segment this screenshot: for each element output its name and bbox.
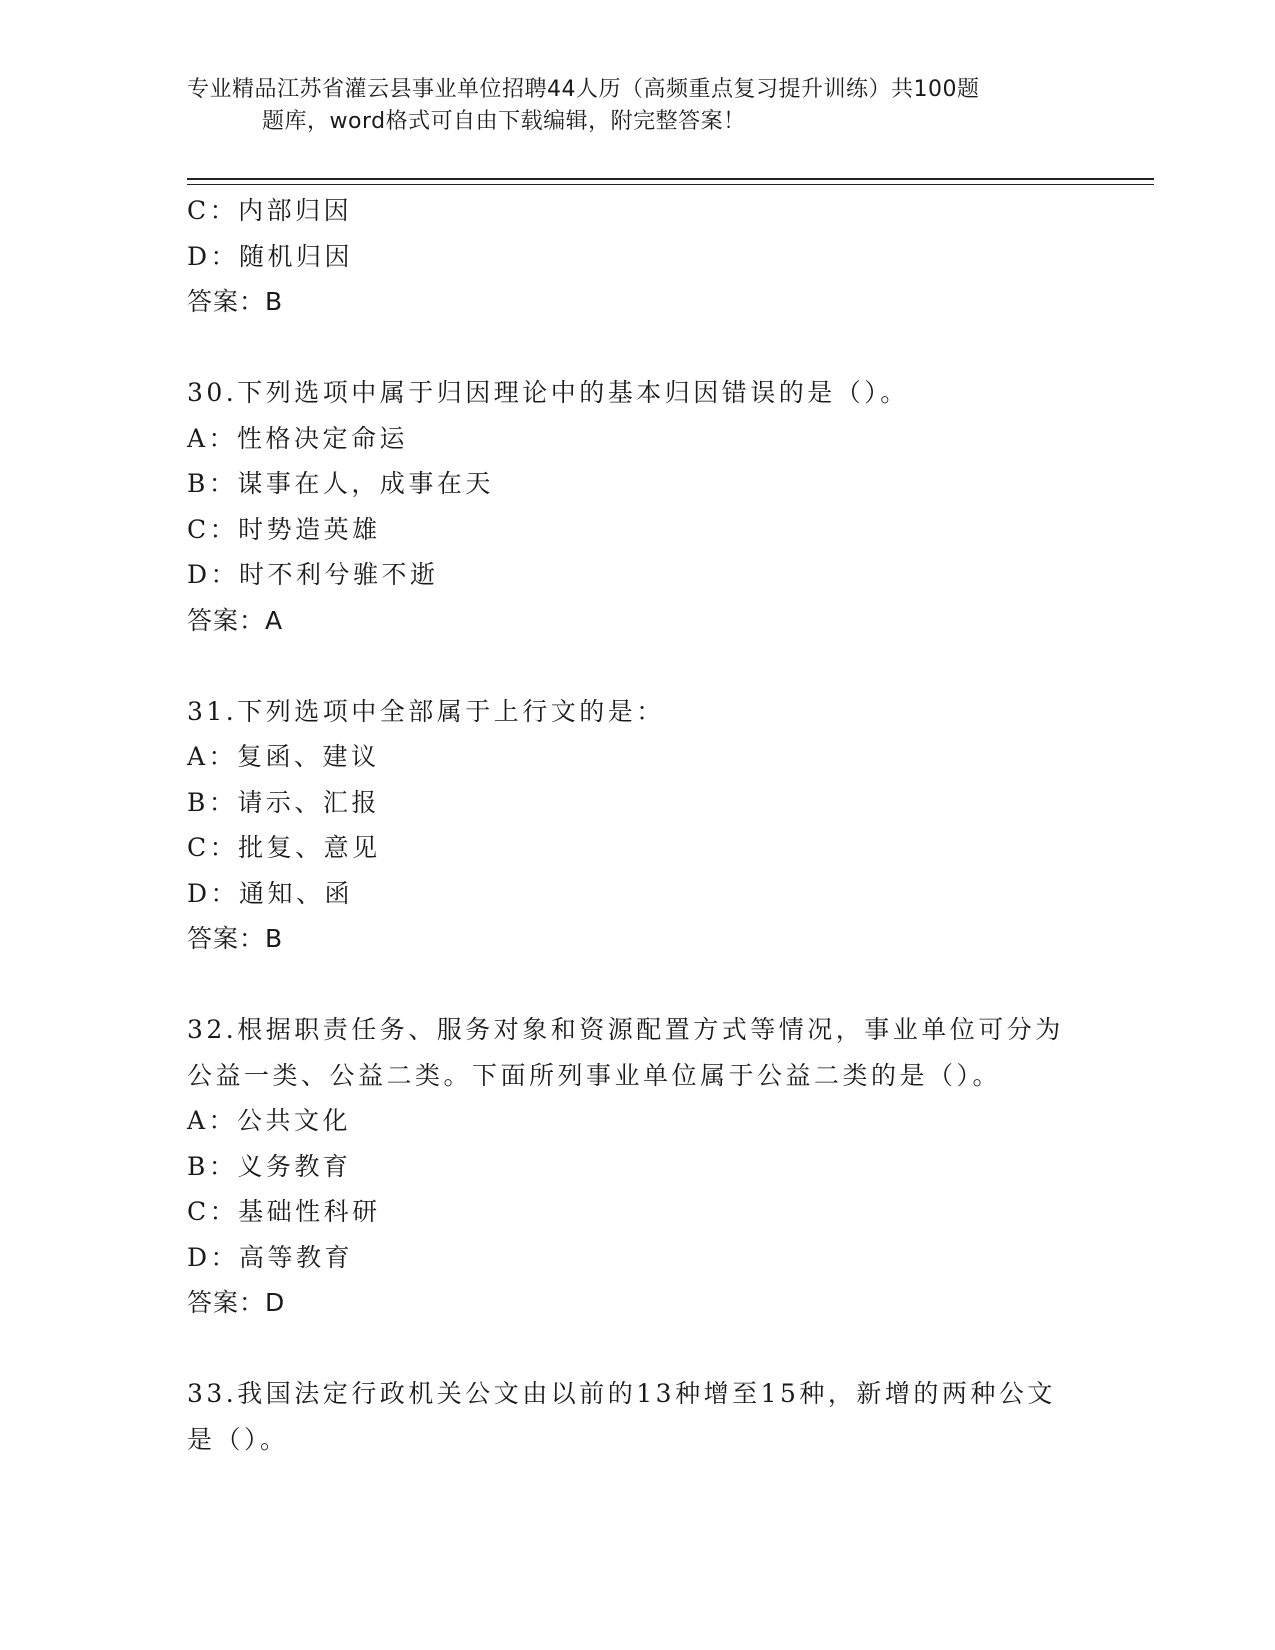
question-block-30 bbox=[187, 370, 1077, 643]
option-b: B：请示、汇报 bbox=[187, 787, 380, 817]
option-b: B：义务教育 bbox=[187, 1151, 352, 1181]
option-a: A：公共文化 bbox=[187, 1106, 352, 1135]
option-b: B：谋事在人，成事在天 bbox=[187, 469, 494, 498]
option-c: C：内部归因 bbox=[187, 196, 353, 225]
question-stem-line2: 公益一类、公益二类。下面所列事业单位属于公益二类的是（）。 bbox=[187, 1060, 1002, 1090]
question-stem-line1: 32.根据职责任务、服务对象和资源配置方式等情况，事业单位可分为 bbox=[187, 1015, 1064, 1044]
option-d: D：随机归因 bbox=[187, 241, 354, 271]
option-c: C：基础性科研 bbox=[187, 1197, 381, 1226]
option-d: D：高等教育 bbox=[187, 1242, 354, 1272]
question-stem: 31.下列选项中全部属于上行文的是： bbox=[187, 696, 665, 726]
option-a: A：性格决定命运 bbox=[187, 423, 409, 453]
option-a: A：复函、建议 bbox=[187, 742, 380, 771]
question-block-29 bbox=[187, 188, 1077, 325]
answer-line: 答案：B bbox=[187, 287, 284, 316]
spacer bbox=[187, 643, 1077, 689]
spacer bbox=[187, 1326, 1077, 1372]
question-stem: 30.下列选项中属于归因理论中的基本归因错误的是（）。 bbox=[187, 378, 909, 407]
document-body bbox=[187, 188, 1077, 1462]
header-rule-thick bbox=[187, 178, 1154, 180]
question-block-32 bbox=[187, 1007, 1077, 1326]
spacer bbox=[187, 325, 1077, 371]
answer-line: 答案：A bbox=[187, 605, 284, 635]
header-rule-thin bbox=[187, 184, 1154, 185]
question-stem-line2: 是（）。 bbox=[187, 1424, 289, 1454]
question-stem-line1: 33.我国法定行政机关公文由以前的13种增至15种，新增的两种公文 bbox=[187, 1379, 1056, 1408]
header-title-line2: 题库，word格式可自由下载编辑，附完整答案！ bbox=[262, 109, 746, 134]
header-title-line1: 专业精品江苏省灌云县事业单位招聘44人历（高频重点复习提升训练）共100题 bbox=[187, 77, 980, 102]
answer-line: 答案：D bbox=[187, 1288, 286, 1317]
document-header bbox=[187, 74, 1072, 138]
option-c: C：时势造英雄 bbox=[187, 514, 381, 544]
option-d: D：通知、函 bbox=[187, 878, 354, 908]
option-d: D：时不利兮骓不逝 bbox=[187, 560, 439, 589]
answer-line: 答案：B bbox=[187, 924, 284, 953]
question-block-33 bbox=[187, 1371, 1077, 1462]
spacer bbox=[187, 962, 1077, 1008]
question-block-31 bbox=[187, 689, 1077, 962]
option-c: C：批复、意见 bbox=[187, 833, 381, 862]
